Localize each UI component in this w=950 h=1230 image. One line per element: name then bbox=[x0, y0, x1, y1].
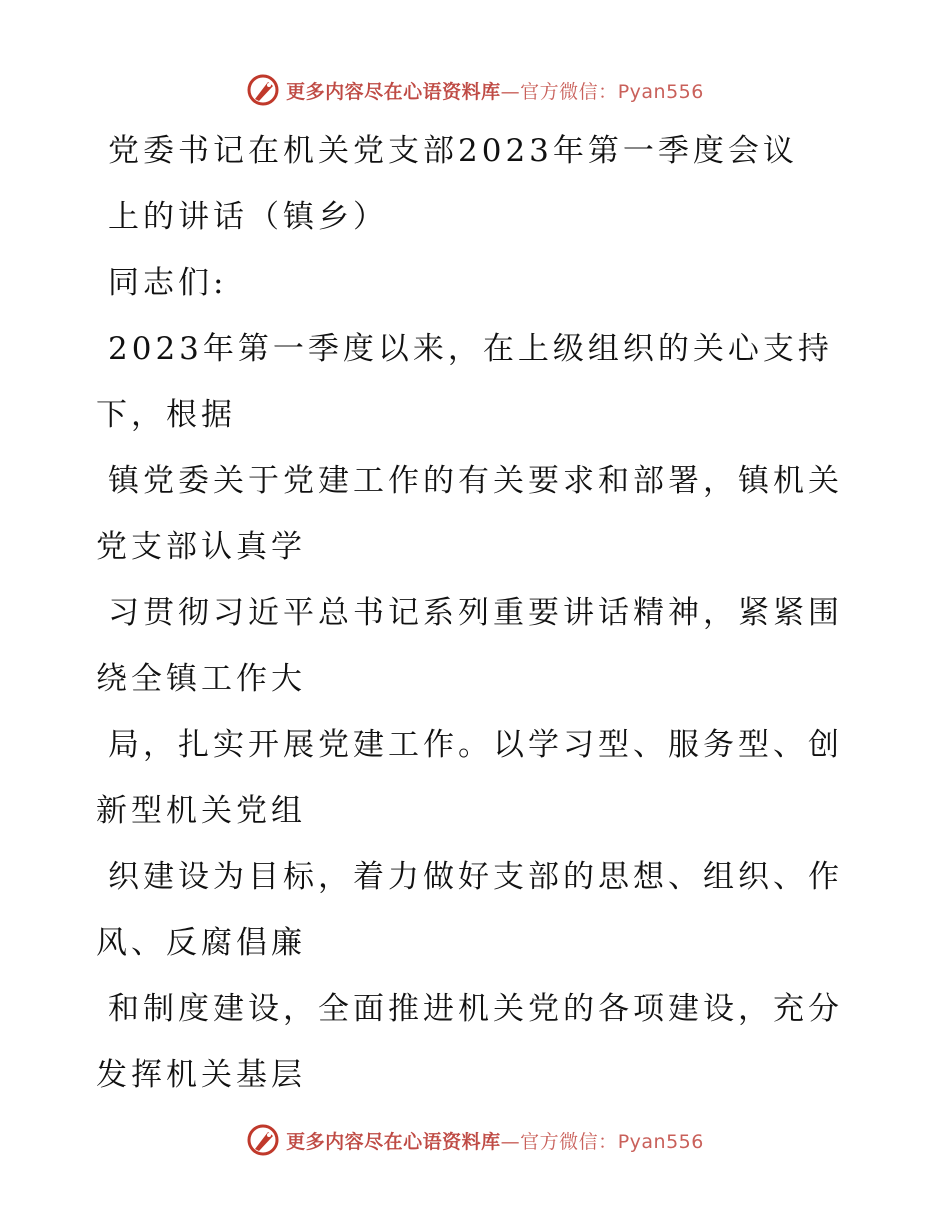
pen-nib-logo-icon bbox=[246, 73, 280, 107]
paragraph-line: 织建设为目标，着力做好支部的思想、组织、作 bbox=[108, 859, 843, 895]
paragraph-line: 镇党委关于党建工作的有关要求和部署，镇机关 bbox=[108, 463, 843, 499]
watermark-text: 更多内容尽在心语资料库—官方微信：Pyan556 bbox=[286, 1130, 704, 1153]
paragraph-line: 风、反腐倡廉 bbox=[96, 925, 306, 961]
paragraph-line: 新型机关党组 bbox=[96, 793, 306, 829]
pen-nib-logo-icon bbox=[246, 1123, 280, 1157]
paragraph-3 bbox=[96, 580, 843, 712]
watermark-text: 更多内容尽在心语资料库—官方微信：Pyan556 bbox=[286, 80, 704, 103]
paragraph-line: 和制度建设，全面推进机关党的各项建设，充分 bbox=[108, 991, 843, 1027]
paragraph-5 bbox=[96, 844, 843, 976]
document-title-line-1: 党委书记在机关党支部2023年第一季度会议 bbox=[108, 133, 798, 169]
paragraph-line: 2023年第一季度以来，在上级组织的关心支持 bbox=[108, 331, 833, 367]
document-title-line-2: 上的讲话（镇乡） bbox=[108, 199, 388, 235]
salutation: 同志们: bbox=[108, 265, 228, 301]
paragraph-line: 绕全镇工作大 bbox=[96, 661, 306, 697]
paragraph-line: 局，扎实开展党建工作。以学习型、服务型、创 bbox=[108, 727, 843, 763]
paragraph-6 bbox=[96, 976, 843, 1108]
paragraph-2 bbox=[96, 448, 843, 580]
document-body bbox=[96, 118, 843, 1108]
paragraph-line: 下，根据 bbox=[96, 397, 236, 433]
paragraph-4 bbox=[96, 712, 843, 844]
paragraph-line: 习贯彻习近平总书记系列重要讲话精神，紧紧围 bbox=[108, 595, 843, 631]
header-watermark-banner bbox=[0, 70, 950, 110]
paragraph-line: 发挥机关基层 bbox=[96, 1057, 306, 1093]
footer-watermark-banner bbox=[0, 1120, 950, 1160]
paragraph-1 bbox=[96, 316, 836, 448]
paragraph-line: 党支部认真学 bbox=[96, 529, 306, 565]
